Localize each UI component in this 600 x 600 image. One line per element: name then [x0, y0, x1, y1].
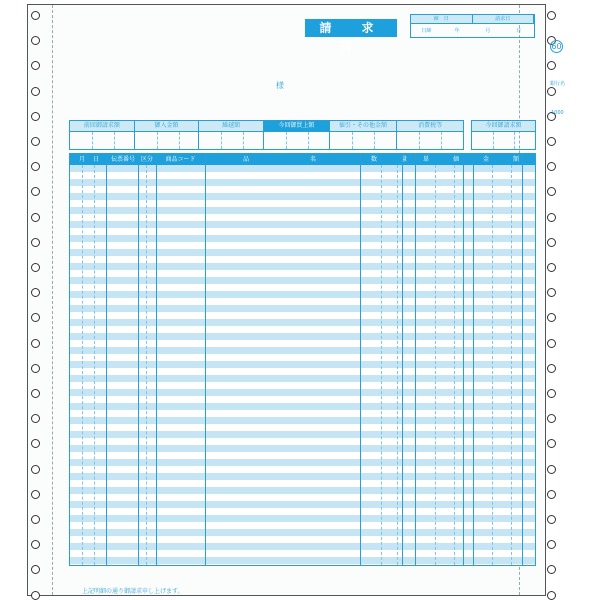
payment-received-cell: 御入金額 — [135, 121, 200, 149]
year-unit: 年 — [454, 28, 460, 34]
right-feed-hole — [547, 162, 556, 171]
col-slip-number: 伝票番号 — [110, 156, 135, 163]
invoice-date-label: 請求日 — [473, 15, 535, 23]
right-feed-hole — [547, 540, 556, 549]
divider — [473, 154, 474, 565]
divider — [106, 154, 107, 565]
left-feed-hole — [31, 11, 40, 20]
left-perforation — [52, 5, 54, 595]
month-unit: 月 — [485, 28, 491, 34]
right-feed-hole — [547, 490, 556, 499]
col-qty-1: 数 — [370, 156, 377, 163]
summary-table — [69, 120, 464, 150]
dash-divider — [492, 165, 493, 565]
right-feed-hole — [547, 565, 556, 574]
left-feed-hole — [31, 263, 40, 272]
day-unit: 日 — [516, 28, 522, 34]
closing-date-unit: 日締 — [421, 28, 432, 34]
right-feed-hole — [547, 61, 556, 70]
left-feed-hole — [31, 137, 40, 146]
previous-billing-cell: 前回御請求額 — [70, 121, 135, 149]
col-day: 日 — [92, 156, 99, 163]
closing-date-label: 締 日 — [411, 15, 473, 23]
col-qty-2: 量 — [400, 156, 407, 163]
dash-divider — [146, 165, 147, 565]
left-feed-hole — [31, 339, 40, 348]
divider — [522, 154, 523, 565]
left-feed-hole — [31, 87, 40, 96]
right-feed-hole — [547, 364, 556, 373]
customer-honorific: 様 — [276, 81, 284, 90]
col-name-1: 品 — [242, 156, 249, 163]
detail-grid — [69, 153, 536, 566]
left-feed-hole — [31, 490, 40, 499]
right-feed-hole — [547, 414, 556, 423]
left-feed-hole — [31, 238, 40, 247]
dash-divider — [381, 165, 382, 565]
right-feed-hole — [547, 187, 556, 196]
col-amount-1: 金 — [482, 156, 489, 163]
col-price-1: 単 — [422, 156, 429, 163]
col-name-2: 名 — [309, 156, 316, 163]
right-feed-hole — [547, 288, 556, 297]
consumption-tax-cell: 消費税等 — [397, 121, 463, 149]
dash-divider — [82, 165, 83, 565]
col-product-code: 商品コード — [165, 156, 196, 163]
divider — [138, 154, 139, 565]
left-feed-hole — [31, 465, 40, 474]
right-feed-hole — [547, 389, 556, 398]
side-label-number: 1000 — [551, 110, 564, 116]
dash-divider — [397, 165, 398, 565]
right-feed-hole — [547, 11, 556, 20]
divider — [463, 154, 464, 565]
grid-header — [70, 154, 535, 165]
col-amount-2: 額 — [512, 156, 519, 163]
divider — [360, 154, 361, 565]
detail-rows — [70, 165, 535, 565]
dash-divider — [94, 165, 95, 565]
right-feed-hole — [547, 515, 556, 524]
right-feed-hole — [547, 339, 556, 348]
left-feed-hole — [31, 213, 40, 222]
right-feed-hole — [547, 439, 556, 448]
dash-divider — [435, 165, 436, 565]
right-feed-hole — [547, 137, 556, 146]
divider — [205, 154, 206, 565]
left-feed-hole — [31, 112, 40, 121]
carryover-cell: 繰越額 — [199, 121, 264, 149]
left-feed-hole — [31, 515, 40, 524]
current-billing-box — [471, 120, 536, 150]
side-label-bank: 銀行名 — [550, 81, 566, 87]
current-billing-cell: 今回御請求額 — [472, 121, 535, 149]
divider — [415, 154, 416, 565]
date-box — [410, 14, 535, 38]
divider — [402, 154, 403, 565]
right-feed-hole — [547, 591, 556, 600]
form-number-badge: 60 — [551, 42, 562, 51]
discount-other-cell: 値引・その他金額 — [330, 121, 398, 149]
right-feed-hole — [547, 213, 556, 222]
dash-divider — [511, 165, 512, 565]
col-month: 月 — [78, 156, 85, 163]
right-feed-hole — [547, 313, 556, 322]
right-feed-hole — [547, 87, 556, 96]
left-feed-hole — [31, 364, 40, 373]
left-feed-hole — [31, 389, 40, 398]
footer-note: 上記明細の通り御請求申し上げます。 — [82, 588, 184, 595]
dash-divider — [454, 165, 455, 565]
col-category: 区分 — [140, 156, 153, 163]
left-feed-hole — [31, 591, 40, 600]
invoice-title: 請 求 書 — [305, 19, 397, 37]
right-feed-hole — [547, 465, 556, 474]
right-feed-hole — [547, 263, 556, 272]
col-price-2: 価 — [452, 156, 459, 163]
current-purchases-cell: 今回御買上額 — [264, 121, 330, 149]
divider — [156, 154, 157, 565]
right-feed-hole — [547, 238, 556, 247]
